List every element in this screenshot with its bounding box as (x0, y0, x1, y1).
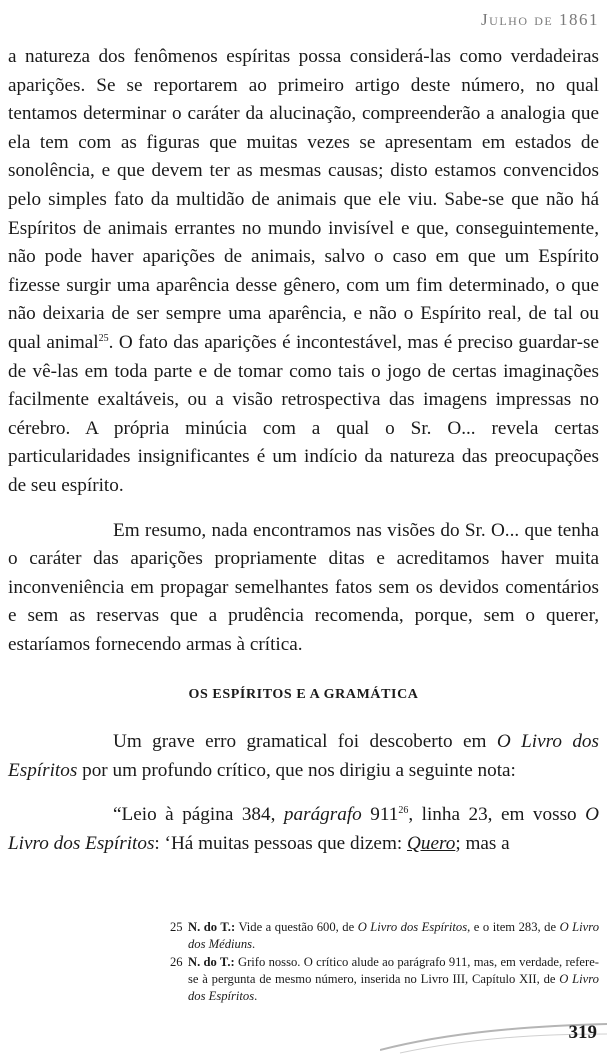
section-heading: OS ESPÍRITOS E A GRAMÁTICA (188, 687, 419, 703)
footnote-ref: 25 (98, 332, 109, 344)
paragraph-2 (8, 517, 599, 660)
text-run: . (254, 989, 258, 1003)
text-run: “Leio à página 384, (113, 804, 284, 826)
text-run: O Livro dos Espíritos (188, 972, 599, 1003)
footnote-number: 26 (170, 955, 183, 969)
text-run: O Livro dos Espíritos (357, 920, 468, 934)
text-run: , linha 23, em vosso (408, 804, 586, 826)
text-run: por um profundo crítico, que nos dirigiu a seguinte nota: (77, 759, 516, 781)
text-run: a natureza dos fenômenos espíritas possa considerá-las como verdadeiras aparições. Se se reportarem ao primeiro artigo deste número, no qual tentamos determinar o caráter da alucinação, compreenderão a analogia que ela tem com as figuras que muitas vezes se apresentam em estados de sonolência, e que devem ter as mesmas causas; disto estamos convencidos pelo simples fato da multidão de animais que ele viu. Sabe-se que não há Espíritos de animais errantes no mundo invisível e que, conseguintemente, não pode haver aparições de animais, salvo o caso em que um Espírito fizesse surgir uma aparência desse gênero, com um fim determinado, o que não deixaria de ser sempre uma aparência, e não o Espírito real, de tal ou qual animal (8, 46, 599, 353)
text-run: O Livro dos Espíritos (8, 731, 599, 781)
text-run: N. do T.: (188, 955, 235, 969)
text-run: Em resumo, nada encontramos nas visões do Sr. O... que tenha o caráter das aparições propriamente ditas e acreditamos haver muita inconveniência em propagar semelhantes fatos sem os devidos comentários e sem as reservas que a prudência recomenda, porque, sem o querer, estaríamos fornecendo armas à crítica. (8, 519, 599, 655)
paragraph-3 (8, 728, 599, 785)
text-run: 911 (361, 804, 399, 826)
text-run: O Livro dos Espíritos (8, 804, 599, 854)
text-run: Vide a questão 600, de (235, 920, 358, 934)
text-run: parágrafo (283, 804, 362, 826)
footnote-ref: 26 (398, 805, 409, 817)
text-run: ; mas a (455, 832, 510, 854)
text-run: : ‘Há muitas pessoas que dizem: (154, 832, 407, 854)
footnotes (170, 919, 599, 1006)
text-run: . (252, 937, 256, 951)
footnote-text (188, 919, 599, 953)
text-run: Grifo nosso. O crítico alude ao parágrafo 911, mas, em verdade, refere-se à pergunta de mesmo número, inserida no Livro III, Capítulo XII, de (188, 955, 599, 986)
footnote-25 (170, 919, 599, 953)
text-run: O Livro dos Médiuns (188, 920, 599, 951)
text-run: . O fato das aparições é incontestável, mas é preciso guardar-se de vê-las em toda parte e de tomar como tais o jogo de certas imaginações facilmente exaltáveis, ou a visão retrospectiva das imagens impressas no cérebro. A própria minúcia com a qual o Sr. O... revela certas particularidades insignificantes é um indício da natureza das preocupações de seu espírito. (8, 331, 599, 496)
footnote-number: 25 (170, 920, 183, 934)
text-run: N. do T.: (188, 920, 236, 934)
page-number: 319 (568, 1022, 597, 1043)
footnote-text (188, 954, 599, 1005)
paragraph-1 (8, 43, 599, 501)
body-text (8, 43, 599, 858)
running-head: Julho de 1861 (481, 10, 599, 29)
paragraph-4 (8, 801, 599, 858)
text-run: Quero (407, 832, 456, 854)
text-run: Um grave erro gramatical foi descoberto em (113, 731, 497, 753)
footnote-26 (170, 954, 599, 1005)
text-run: , e o item 283, de (467, 920, 560, 934)
